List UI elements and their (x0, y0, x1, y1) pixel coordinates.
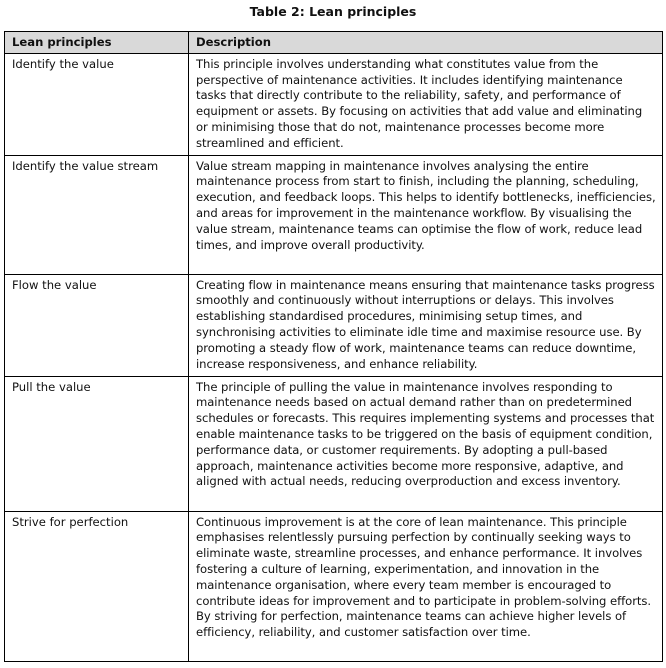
lean-principles-table (4, 31, 663, 662)
principle-cell: Identify the value (5, 53, 189, 155)
principle-cell: Identify the value stream (5, 155, 189, 274)
description-cell: Value stream mapping in maintenance involves analysing the entire maintenance process from start to finish, including the planning, scheduling, execution, and feedback loops. This helps to identify bottlenecks, inefficiencies, and areas for improvement in the maintenance workflow. By visualising the value stream, maintenance teams can optimise the flow of work, reduce lead times, and improve overall productivity. (189, 155, 663, 274)
principle-cell: Flow the value (5, 274, 189, 376)
table-row (5, 274, 663, 376)
description-cell: The principle of pulling the value in maintenance involves responding to maintenance needs based on actual demand rather than on predetermined schedules or forecasts. This requires implementing systems and processes that enable maintenance tasks to be triggered on the basis of equipment condition, performance data, or customer requirements. By adopting a pull-based approach, maintenance activities become more responsive, adaptive, and aligned with actual needs, reducing overproduction and excess inventory. (189, 376, 663, 511)
table-row (5, 511, 663, 661)
principle-cell: Pull the value (5, 376, 189, 511)
description-cell: Continuous improvement is at the core of lean maintenance. This principle emphasises relentlessly pursuing perfection by continually seeking ways to eliminate waste, streamline processes, and enhance performance. It involves fostering a culture of learning, experimentation, and innovation in the maintenance organisation, where every team member is encouraged to contribute ideas for improvement and to participate in problem-solving efforts. By striving for perfection, maintenance teams can achieve higher levels of efficiency, reliability, and customer satisfaction over time. (189, 511, 663, 661)
principle-cell: Strive for perfection (5, 511, 189, 661)
description-cell: Creating flow in maintenance means ensuring that maintenance tasks progress smoothly and continuously without interruptions or delays. This involves establishing standardised procedures, minimising setup times, and synchronising activities to eliminate idle time and maximise resource use. By promoting a steady flow of work, maintenance teams can reduce downtime, increase responsiveness, and enhance reliability. (189, 274, 663, 376)
table-row (5, 155, 663, 274)
description-cell: This principle involves understanding what constitutes value from the perspective of maintenance activities. It includes identifying maintenance tasks that directly contribute to the reliability, safety, and performance of equipment or assets. By focusing on activities that add value and eliminating or minimising those that do not, maintenance processes become more streamlined and efficient. (189, 53, 663, 155)
header-lean-principles: Lean principles (5, 32, 189, 54)
table-caption: Table 2: Lean principles (249, 4, 417, 19)
table-row (5, 376, 663, 511)
table-row (5, 53, 663, 155)
header-description: Description (189, 32, 663, 54)
table-header-row (5, 32, 663, 54)
